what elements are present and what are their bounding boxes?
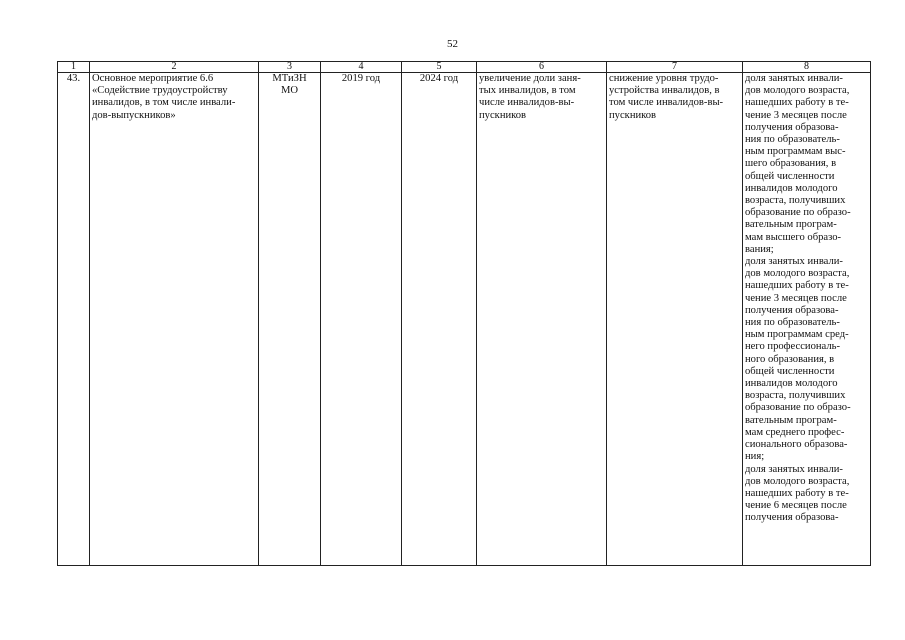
measure-text: Основное мероприятие 6.6 «Содействие трудоустройству инвалидов, в том числе инвали- дов-выпускников» bbox=[92, 73, 236, 121]
measures-table bbox=[57, 61, 871, 566]
column-header-8: 8 bbox=[743, 62, 871, 73]
expected-result-text: увеличение доли заня- тых инвалидов, в том числе инвалидов-вы- пускников bbox=[479, 73, 581, 121]
row-number: 43. bbox=[66, 73, 81, 84]
executor-cell bbox=[259, 73, 321, 566]
page-number: 52 bbox=[447, 38, 458, 50]
end-year-cell bbox=[402, 73, 477, 566]
end-year: 2024 год bbox=[419, 73, 459, 84]
table-row bbox=[58, 73, 871, 566]
column-header-1: 1 bbox=[58, 62, 90, 73]
executor-text: МТиЗН МО bbox=[272, 73, 307, 97]
start-year-cell bbox=[321, 73, 402, 566]
column-header-3: 3 bbox=[259, 62, 321, 73]
column-number-row bbox=[58, 62, 871, 73]
measure-cell bbox=[90, 73, 259, 566]
indicators-cell bbox=[743, 73, 871, 566]
column-header-7: 7 bbox=[607, 62, 743, 73]
consequences-cell bbox=[607, 73, 743, 566]
column-header-6: 6 bbox=[477, 62, 607, 73]
column-header-2: 2 bbox=[90, 62, 259, 73]
indicators-text: доля занятых инвали- дов молодого возраста, нашедших работу в те- чение 3 месяцев после получения образова- ния по образователь- ным программам выс- шего образования, в общей численности инвалидов молодого возраста, получивших образование по образо- вательным програм- мам высшего образо- вания; доля занятых инвали- дов молодого возраста, нашедших работу в те- чение 3 месяцев после получения образова- ния по образователь- ным программам сред- него профессиональ- ного образования, в общей численности инвалидов молодого возраста, получивших образование по образо- вательным програм- мам среднего профес- сионального образова- ния; доля занятых инвали- дов молодого возраста, нашедших работу в те- чение 6 месяцев после получения образова- bbox=[745, 73, 851, 524]
column-header-4: 4 bbox=[321, 62, 402, 73]
expected-result-cell bbox=[477, 73, 607, 566]
row-number-cell bbox=[58, 73, 90, 566]
consequences-text: снижение уровня трудо- устройства инвалидов, в том числе инвалидов-вы- пускников bbox=[609, 73, 724, 121]
column-header-5: 5 bbox=[402, 62, 477, 73]
start-year: 2019 год bbox=[341, 73, 381, 84]
